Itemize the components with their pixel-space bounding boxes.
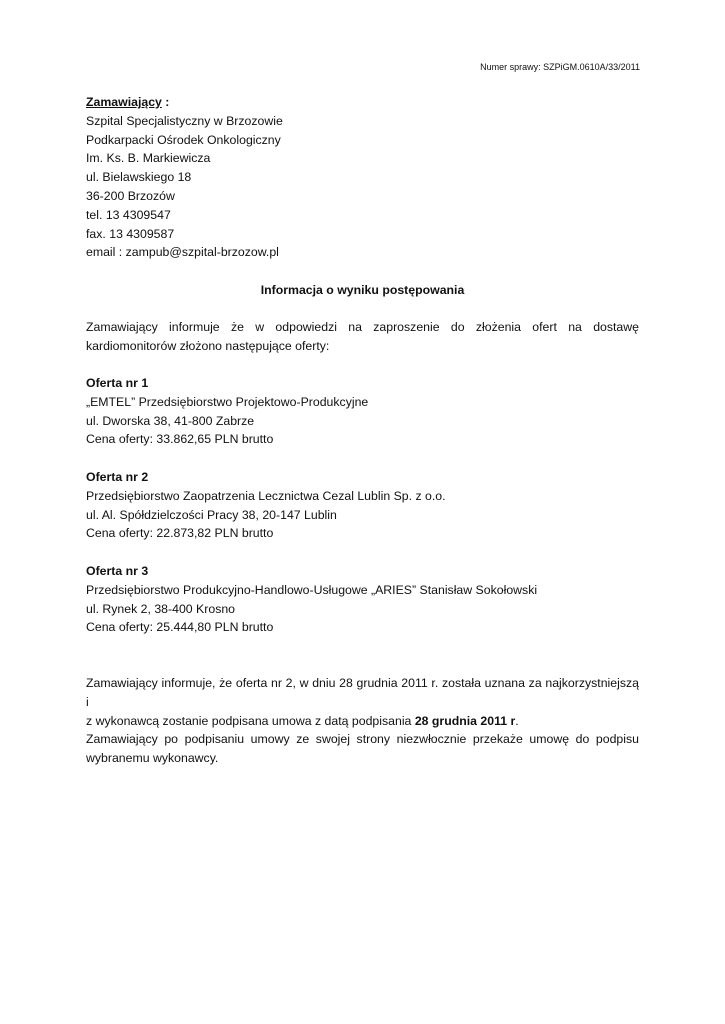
buyer-line: 36-200 Brzozów	[86, 188, 175, 203]
signing-date: 28 grudnia 2011 r	[414, 713, 516, 728]
result-line-end: .	[515, 713, 519, 728]
intro-line: kardiomonitorów złożono następujące oferty:	[86, 338, 330, 353]
result-line: Zamawiający informuje, że oferta nr 2, w dniu 28 grudnia 2011 r. została uznana za najkorzystniejszą i	[86, 676, 639, 709]
buyer-line: tel. 13 4309547	[86, 207, 171, 222]
result-line	[86, 712, 639, 731]
offer-heading: Oferta nr 2	[86, 470, 149, 484]
buyer-line: Im. Ks. B. Markiewicza	[86, 151, 211, 166]
offer-name: „EMTEL” Przedsiębiorstwo Projektowo-Produkcyjne	[86, 394, 369, 409]
buyer-line: Podkarpacki Ośrodek Onkologiczny	[86, 132, 281, 147]
offer-1	[86, 374, 639, 449]
offer-name: Przedsiębiorstwo Produkcyjno-Handlowo-Usługowe „ARIES” Stanisław Sokołowski	[86, 582, 538, 597]
intro-paragraph	[86, 318, 639, 356]
buyer-line: Szpital Specjalistyczny w Brzozowie	[86, 113, 283, 128]
offer-2	[86, 468, 639, 543]
buyer-heading: Zamawiający	[86, 95, 162, 109]
buyer-line: ul. Bielawskiego 18	[86, 170, 192, 185]
offer-3	[86, 562, 639, 637]
offer-price: Cena oferty: 33.862,65 PLN brutto	[86, 432, 274, 447]
offer-price: Cena oferty: 25.444,80 PLN brutto	[86, 620, 274, 635]
result-line: wybranemu wykonawcy.	[86, 751, 219, 766]
buyer-block	[86, 93, 639, 262]
offer-address: ul. Rynek 2, 38-400 Krosno	[86, 601, 236, 616]
result-paragraph	[86, 674, 639, 768]
result-line-text: z wykonawcą zostanie podpisana umowa z datą podpisania	[86, 713, 415, 728]
buyer-heading-suffix: :	[161, 95, 170, 109]
result-line: Zamawiający po podpisaniu umowy ze swojej strony niezwłocznie przekaże umowę do podpisu	[86, 732, 639, 747]
case-number: Numer sprawy: SZPiGM.0610A/33/2011	[480, 62, 640, 72]
offer-price: Cena oferty: 22.873,82 PLN brutto	[86, 526, 274, 541]
offer-heading: Oferta nr 3	[86, 564, 149, 578]
document-title: Informacja o wyniku postępowania	[260, 283, 465, 297]
offer-address: ul. Al. Spółdzielczości Pracy 38, 20-147 Lublin	[86, 507, 337, 522]
offer-address: ul. Dworska 38, 41-800 Zabrze	[86, 413, 255, 428]
intro-line: Zamawiający informuje że w odpowiedzi na zaproszenie do złożenia ofert na dostawę	[86, 320, 639, 334]
offer-name: Przedsiębiorstwo Zaopatrzenia Lecznictwa Cezal Lublin Sp. z o.o.	[86, 488, 446, 503]
offer-heading: Oferta nr 1	[86, 376, 149, 390]
buyer-email: email : zampub@szpital-brzozow.pl	[86, 245, 279, 260]
buyer-line: fax. 13 4309587	[86, 226, 175, 241]
